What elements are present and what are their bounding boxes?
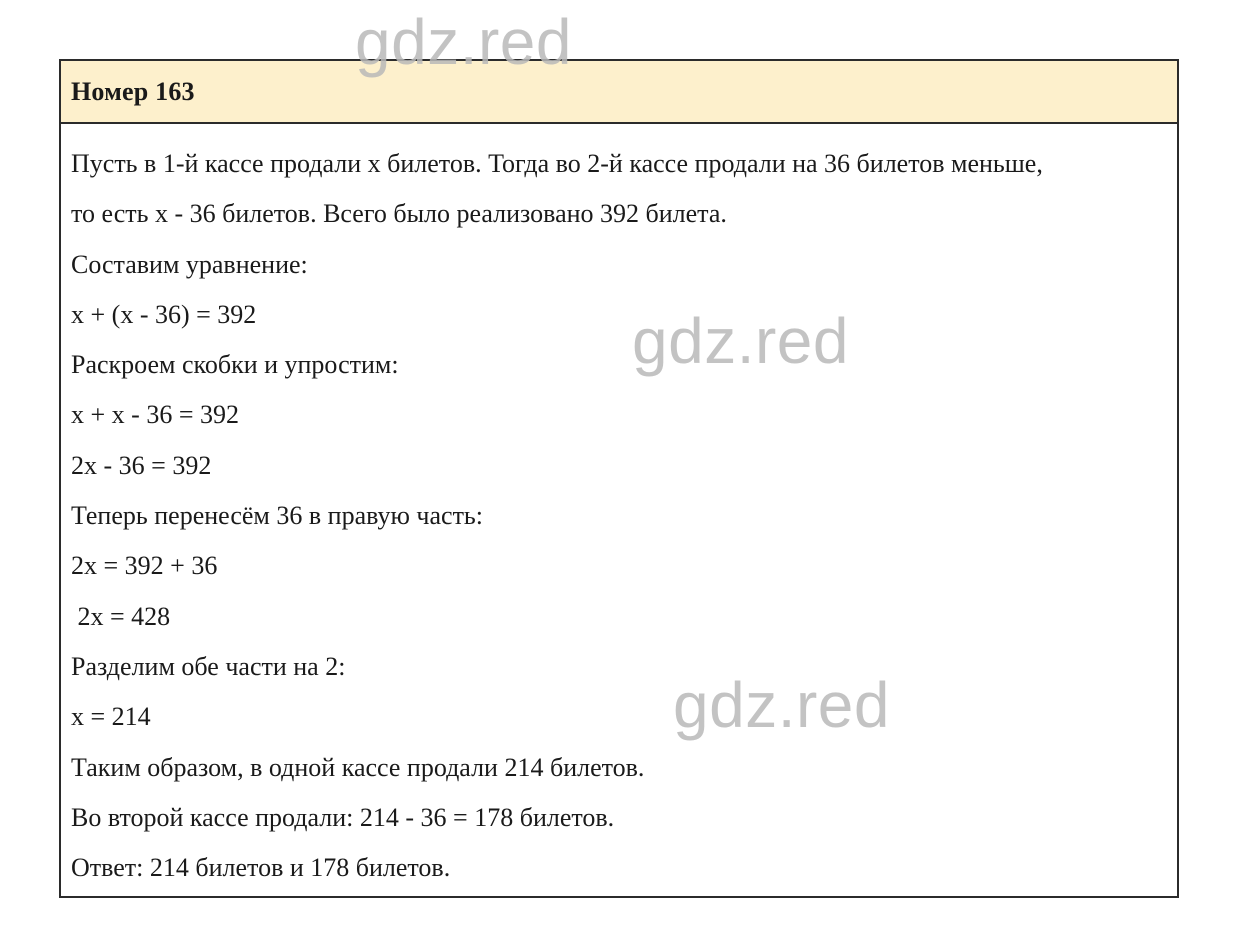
equation-line: x + x - 36 = 392: [71, 400, 239, 430]
solution-line: то есть x - 36 билетов. Всего было реализовано 392 билета.: [71, 199, 727, 229]
equation-line: 2x - 36 = 392: [71, 450, 212, 480]
solution-card: [59, 59, 1179, 898]
solution-line: Разделим обе части на 2:: [71, 651, 346, 681]
problem-title: Номер 163: [71, 76, 195, 106]
equation-line: 2x = 392 + 36: [71, 551, 218, 581]
card-header: [61, 61, 1177, 124]
solution-line: Составим уравнение:: [71, 249, 308, 279]
watermark: gdz.red: [632, 305, 849, 377]
solution-line: Во второй кассе продали: 214 - 36 = 178 билетов.: [71, 802, 615, 832]
equation-line: 2x = 428: [71, 601, 171, 631]
answer-line: Ответ: 214 билетов и 178 билетов.: [71, 853, 451, 883]
solution-line: Пусть в 1-й кассе продали x билетов. Тогда во 2-й кассе продали на 36 билетов меньше,: [71, 149, 1043, 178]
solution-body: [61, 124, 1177, 893]
watermark: gdz.red: [673, 669, 890, 741]
watermark: gdz.red: [355, 6, 572, 78]
solution-line: Теперь перенесём 36 в правую часть:: [71, 501, 484, 531]
solution-line: Раскроем скобки и упростим:: [71, 350, 399, 380]
equation-line: x + (x - 36) = 392: [71, 299, 257, 329]
equation-line: x = 214: [71, 702, 151, 732]
solution-line: Таким образом, в одной кассе продали 214 билетов.: [71, 752, 645, 782]
